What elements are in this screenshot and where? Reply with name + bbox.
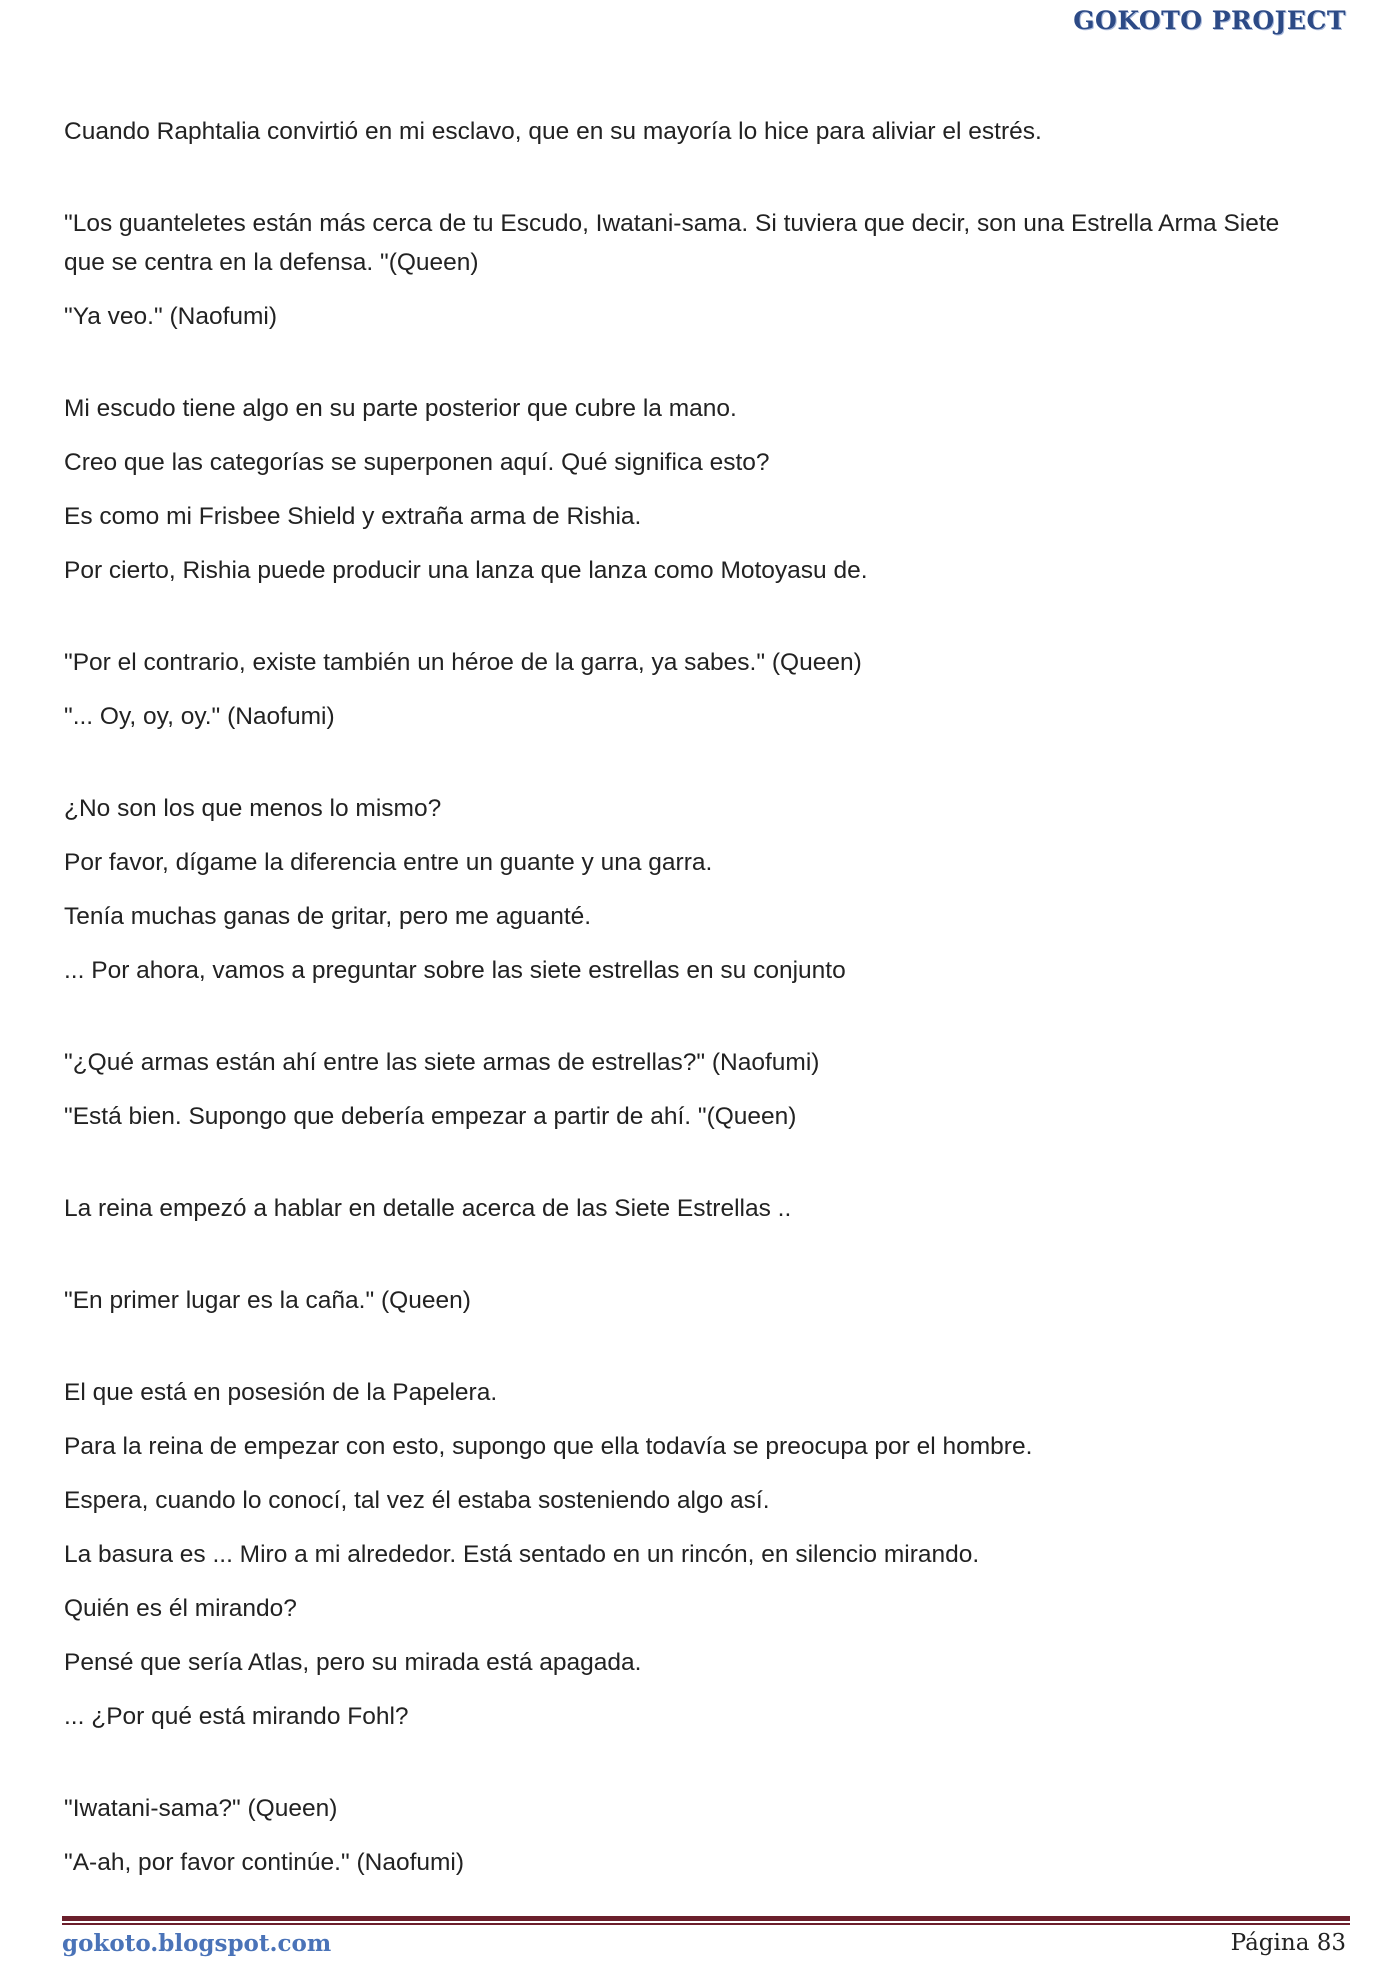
paragraph: "Iwatani-sama?" (Queen): [64, 1795, 338, 1822]
paragraph: El que está en posesión de la Papelera.: [64, 1379, 498, 1406]
paragraph: "Ya veo." (Naofumi): [64, 303, 278, 330]
paragraph: "Está bien. Supongo que debería empezar a partir de ahí. "(Queen): [64, 1103, 797, 1130]
paragraph: "... Oy, oy, oy." (Naofumi): [64, 703, 335, 730]
paragraph: Es como mi Frisbee Shield y extraña arma de Rishia.: [64, 503, 642, 530]
paragraph: ¿No son los que menos lo mismo?: [64, 795, 442, 822]
paragraph: Para la reina de empezar con esto, supongo que ella todavía se preocupa por el hombre.: [64, 1433, 1033, 1460]
paragraph: Cuando Raphtalia convirtió en mi esclavo, que en su mayoría lo hice para aliviar el estrés.: [64, 118, 1042, 145]
paragraph: "Los guanteletes están más cerca de tu Escudo, Iwatani-sama. Si tuviera que decir, son una Estrella Arma Siete que se centra en la defensa. "(Queen): [64, 210, 1280, 276]
paragraph: La reina empezó a hablar en detalle acerca de las Siete Estrellas ..: [64, 1195, 792, 1222]
page-body: [64, 112, 1314, 1897]
paragraph: Por cierto, Rishia puede producir una lanza que lanza como Motoyasu de.: [64, 557, 868, 584]
footer-site-link[interactable]: gokoto.blogspot.com: [62, 1930, 332, 1957]
paragraph: "¿Qué armas están ahí entre las siete armas de estrellas?" (Naofumi): [64, 1049, 820, 1076]
paragraph: Quién es él mirando?: [64, 1595, 297, 1622]
paragraph: La basura es ... Miro a mi alrededor. Está sentado en un rincón, en silencio mirando.: [64, 1541, 980, 1568]
paragraph: ... ¿Por qué está mirando Fohl?: [64, 1703, 409, 1730]
paragraph: "A-ah, por favor continúe." (Naofumi): [64, 1849, 465, 1876]
paragraph: "En primer lugar es la caña." (Queen): [64, 1287, 471, 1314]
paragraph: "Por el contrario, existe también un héroe de la garra, ya sabes." (Queen): [64, 649, 862, 676]
footer-page-number: Página 83: [1230, 1930, 1346, 1956]
footer-divider: [62, 1916, 1350, 1925]
footer-divider-thin: [62, 1923, 1350, 1925]
header-brand-logo: GOKOTO PROJECT: [1073, 6, 1346, 35]
paragraph: Por favor, dígame la diferencia entre un guante y una garra.: [64, 849, 713, 876]
paragraph: ... Por ahora, vamos a preguntar sobre las siete estrellas en su conjunto: [64, 957, 846, 984]
paragraph: Mi escudo tiene algo en su parte posterior que cubre la mano.: [64, 395, 737, 422]
paragraph: Creo que las categorías se superponen aquí. Qué significa esto?: [64, 449, 770, 476]
footer-divider-thick: [62, 1916, 1350, 1921]
paragraph: Espera, cuando lo conocí, tal vez él estaba sosteniendo algo así.: [64, 1487, 770, 1514]
paragraph: Tenía muchas ganas de gritar, pero me aguanté.: [64, 903, 592, 930]
paragraph: Pensé que sería Atlas, pero su mirada está apagada.: [64, 1649, 642, 1676]
